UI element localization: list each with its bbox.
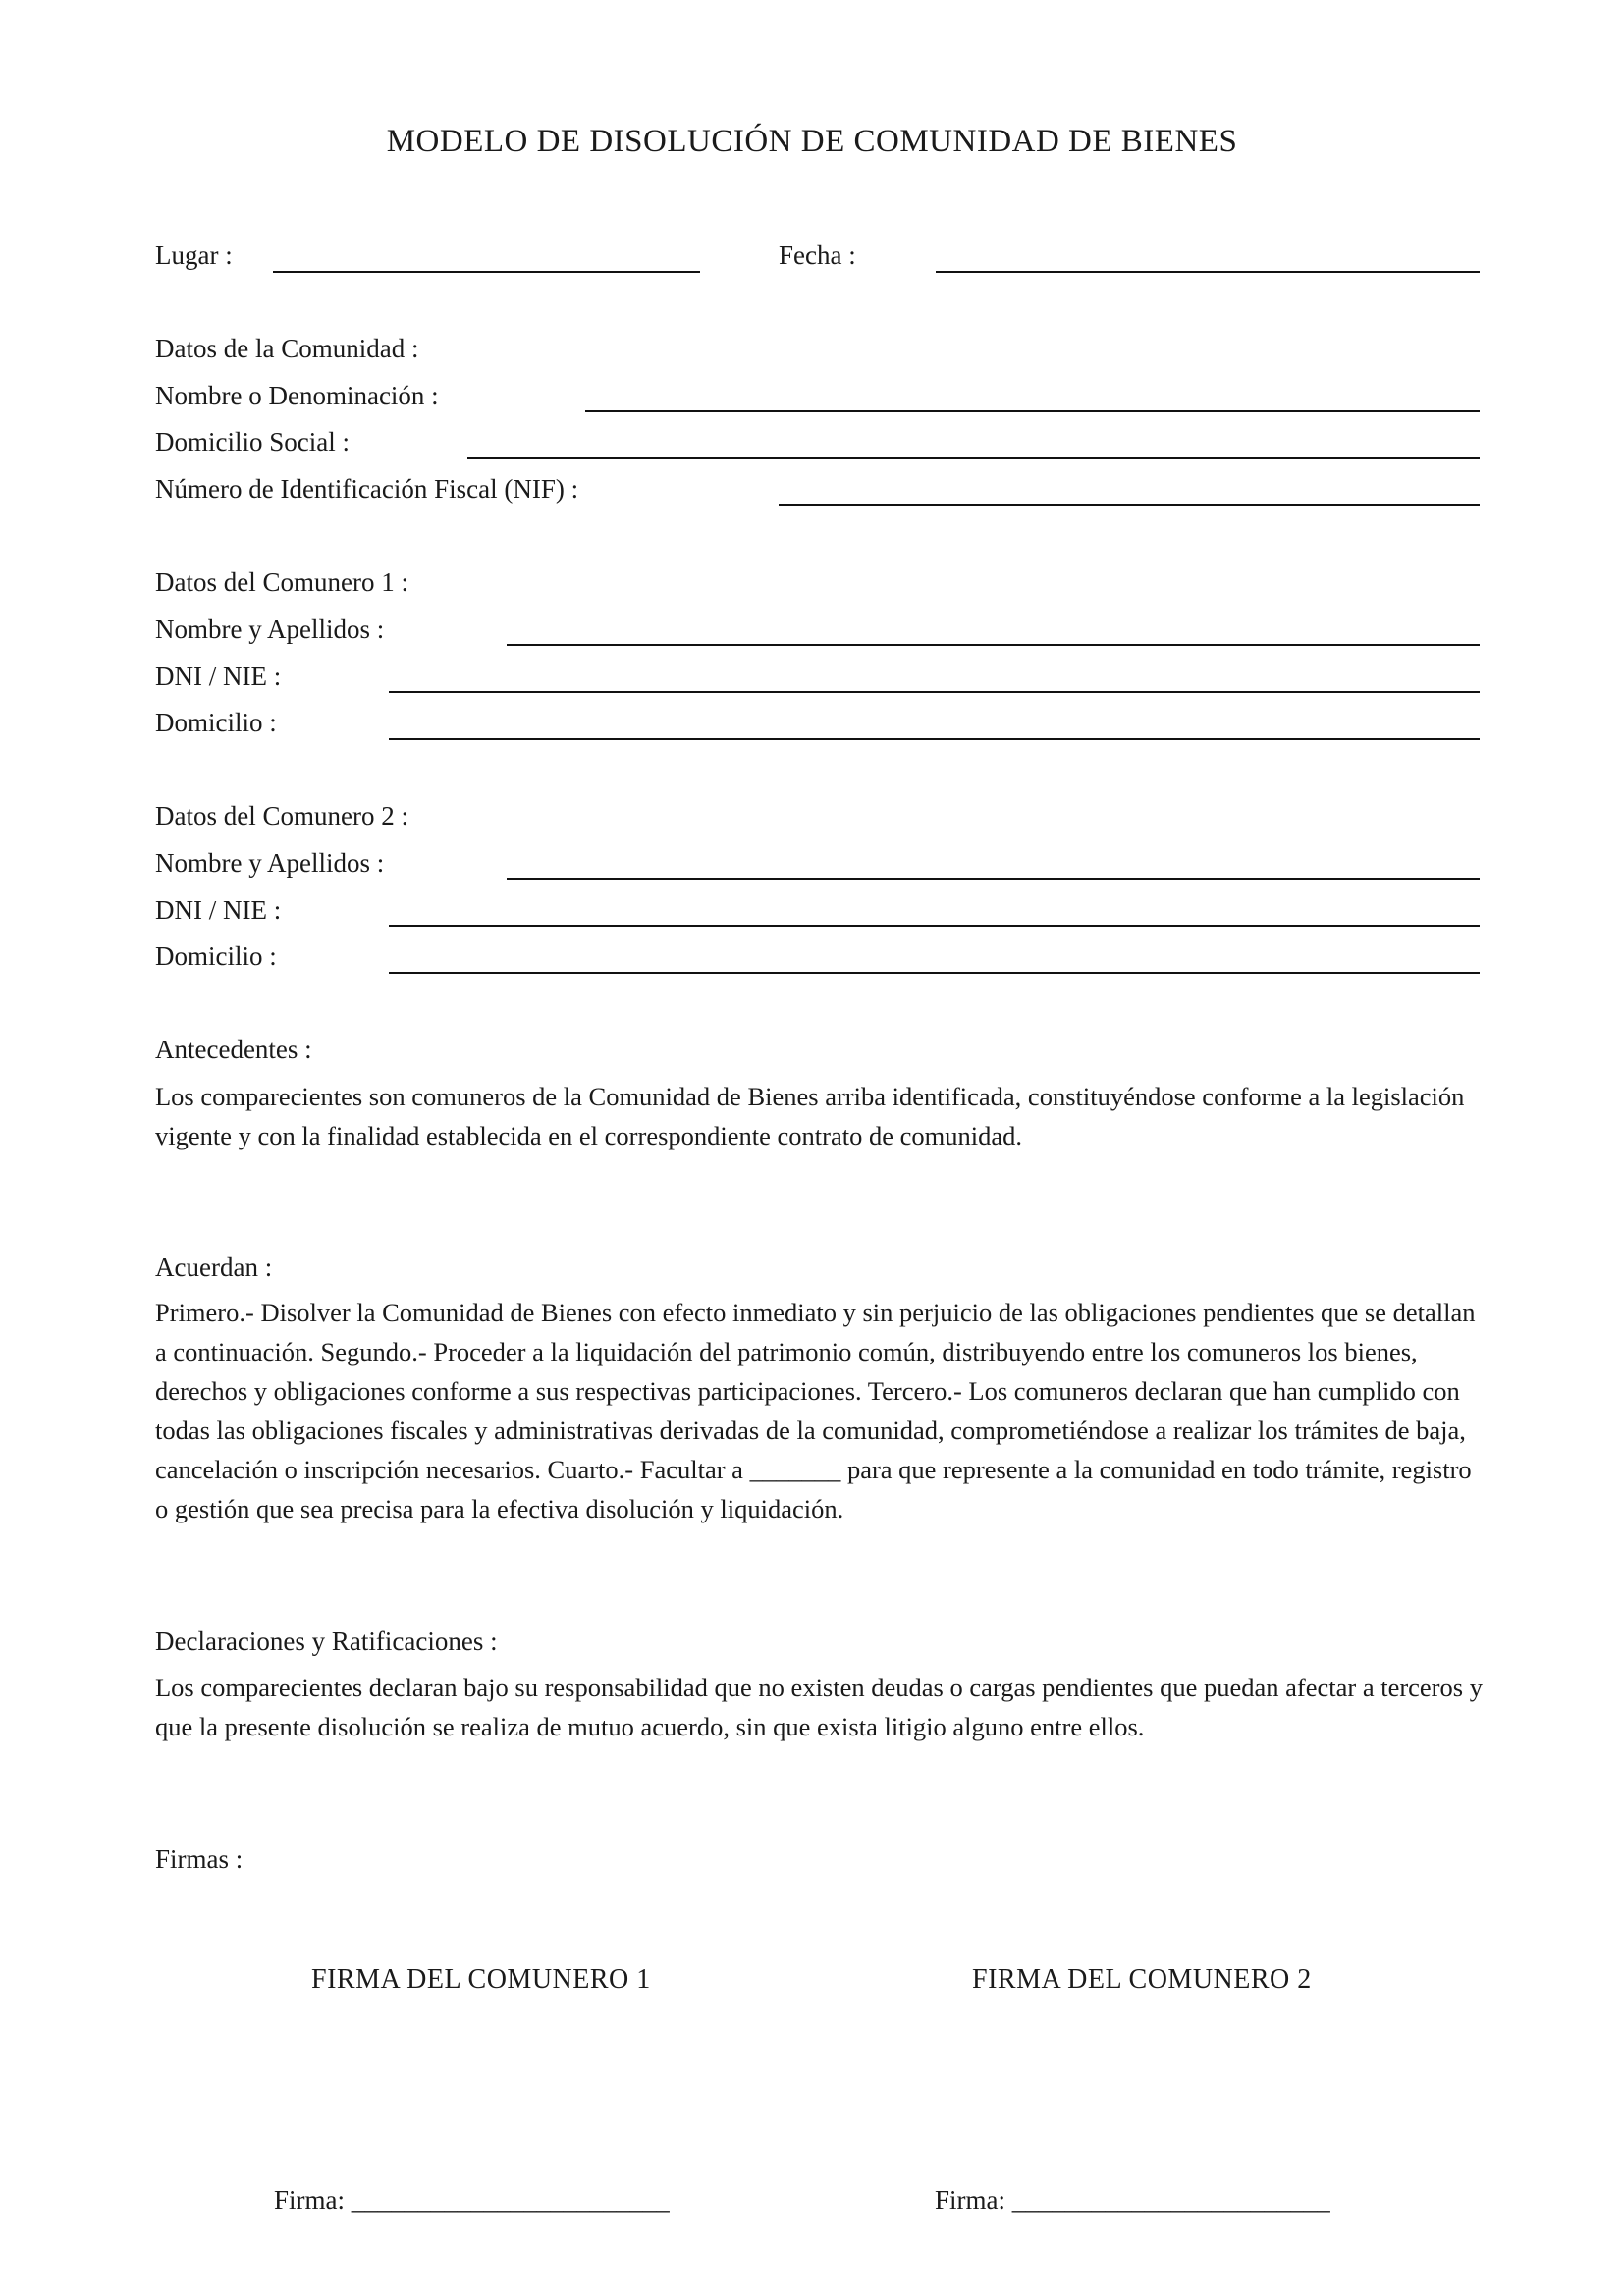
declaraciones-heading: Declaraciones y Ratificaciones : xyxy=(155,1627,498,1656)
comunidad-heading: Datos de la Comunidad : xyxy=(155,334,419,363)
comunero1-nombre-field[interactable] xyxy=(507,644,1480,646)
comunero2-dni-label: DNI / NIE : xyxy=(155,895,282,925)
comunero2-domicilio-label: Domicilio : xyxy=(155,941,277,971)
firma2-line[interactable]: Firma: ________________________ xyxy=(935,2185,1330,2215)
comunero2-domicilio-field[interactable] xyxy=(389,972,1480,974)
comunero1-heading: Datos del Comunero 1 : xyxy=(155,567,408,597)
comunero1-domicilio-field[interactable] xyxy=(389,738,1480,740)
acuerdan-heading: Acuerdan : xyxy=(155,1253,273,1282)
declaraciones-text: Los comparecientes declaran bajo su responsabilidad que no existen deudas o cargas pendientes que puedan afectar a terceros y que la presente disolución se realiza de mutuo acuerdo, sin que exista litigio alguno entre ellos. xyxy=(155,1673,1483,1741)
firma-comunero1-title: FIRMA DEL COMUNERO 1 xyxy=(311,1964,651,1995)
document-title: MODELO DE DISOLUCIÓN DE COMUNIDAD DE BIENES xyxy=(386,124,1238,159)
antecedentes-text: Los comparecientes son comuneros de la Comunidad de Bienes arriba identificada, constituyéndose conforme a la legislación vigente y con la finalidad establecida en el correspondiente contrato de comunidad. xyxy=(155,1082,1465,1150)
comunidad-domicilio-field[interactable] xyxy=(467,457,1480,459)
comunero2-nombre-label: Nombre y Apellidos : xyxy=(155,848,385,878)
firma-comunero2-title: FIRMA DEL COMUNERO 2 xyxy=(972,1964,1312,1995)
comunidad-nif-label: Número de Identificación Fiscal (NIF) : xyxy=(155,474,579,504)
acuerdan-text: Primero.- Disolver la Comunidad de Bienes con efecto inmediato y sin perjuicio de las obligaciones pendientes que se detallan a continuación. Segundo.- Proceder a la liquidación del patrimonio común, distribuyendo entre los comuneros los bienes, derechos y obligaciones conforme a sus respectivas participaciones. Tercero.- Los comuneros declaran que han cumplido con todas las obligaciones fiscales y administrativas derivadas de la comunidad, comprometiéndose a realizar los trámites de baja, cancelación o inscripción necesarios. Cuarto.- Facultar a _______ para que represente a la comunidad en todo trámite, registro o gestión que sea precisa para la efectiva disolución y liquidación. xyxy=(155,1298,1476,1523)
antecedentes-heading: Antecedentes : xyxy=(155,1035,312,1064)
firmas-heading: Firmas : xyxy=(155,1844,244,1874)
lugar-label: Lugar : xyxy=(155,240,233,270)
comunidad-nombre-field[interactable] xyxy=(585,410,1480,412)
comunero2-nombre-field[interactable] xyxy=(507,878,1480,880)
firma1-line[interactable]: Firma: ________________________ xyxy=(274,2185,670,2215)
comunero1-nombre-label: Nombre y Apellidos : xyxy=(155,614,385,644)
fecha-label: Fecha : xyxy=(779,240,856,270)
comunidad-nombre-label: Nombre o Denominación : xyxy=(155,381,439,410)
comunero2-heading: Datos del Comunero 2 : xyxy=(155,801,408,830)
comunero1-domicilio-label: Domicilio : xyxy=(155,708,277,737)
comunero1-dni-field[interactable] xyxy=(389,691,1480,693)
comunidad-domicilio-label: Domicilio Social : xyxy=(155,427,350,456)
comunidad-nif-field[interactable] xyxy=(779,504,1480,506)
fecha-field[interactable] xyxy=(936,271,1480,273)
comunero2-dni-field[interactable] xyxy=(389,925,1480,927)
comunero1-dni-label: DNI / NIE : xyxy=(155,662,282,691)
lugar-field[interactable] xyxy=(273,271,700,273)
